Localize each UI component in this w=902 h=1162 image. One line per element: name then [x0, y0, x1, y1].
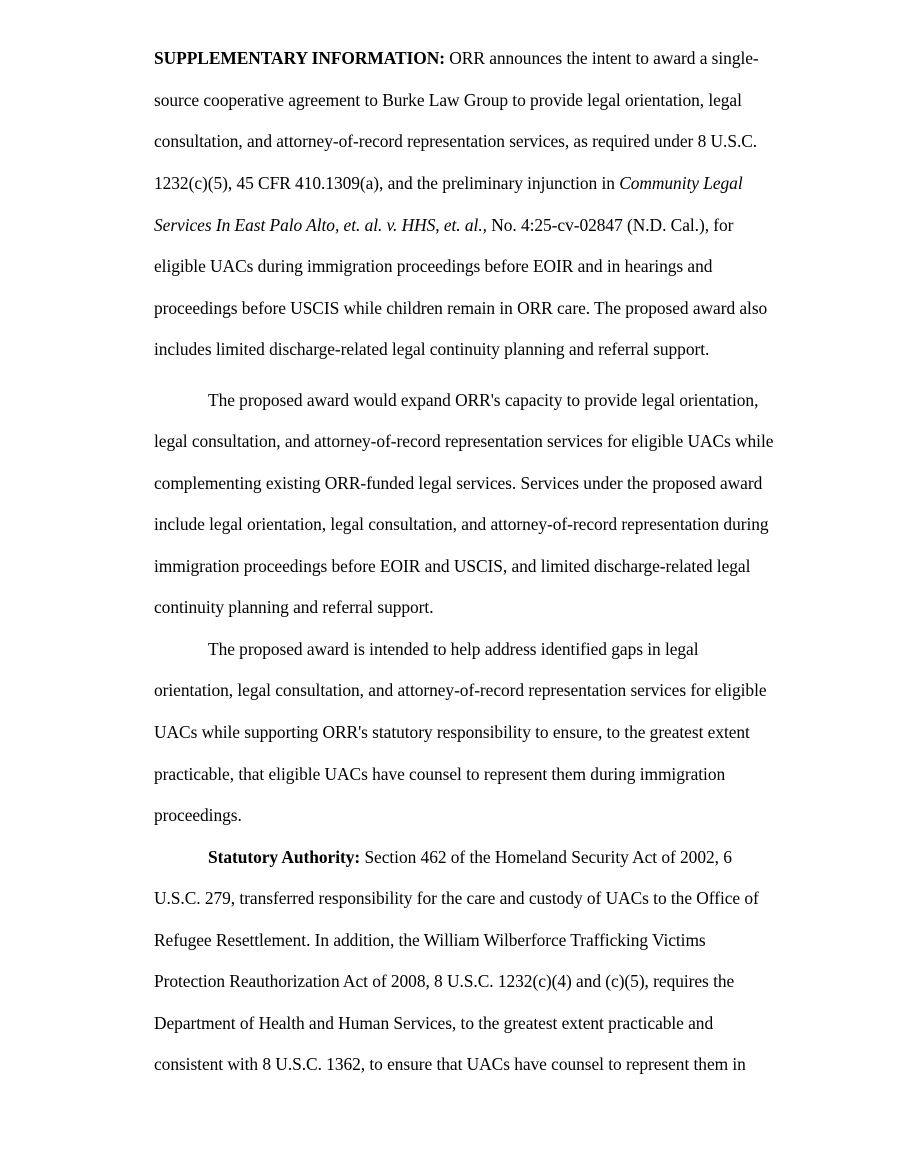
text-span: 1232(c)(5), 45 CFR 410.1309(a), and the preliminary injunction in [154, 173, 620, 193]
text-line: legal consultation, and attorney-of-record representation services for eligible UACs while [154, 431, 774, 451]
text-line [154, 48, 759, 68]
text-line: Department of Health and Human Services, to the greatest extent practicable and [154, 1013, 714, 1033]
text-line: source cooperative agreement to Burke Law Group to provide legal orientation, legal [154, 90, 742, 110]
text-line [154, 173, 743, 193]
case-name-italic: Services In East Palo Alto, et. al. v. HHS, et. al., [154, 215, 487, 235]
text-line: The proposed award is intended to help address identified gaps in legal [208, 639, 699, 659]
text-line: Refugee Resettlement. In addition, the William Wilberforce Trafficking Victims [154, 930, 706, 950]
section-heading-supplementary: SUPPLEMENTARY INFORMATION: [154, 48, 445, 68]
text-line: immigration proceedings before EOIR and USCIS, and limited discharge-related legal [154, 556, 751, 576]
text-line: consistent with 8 U.S.C. 1362, to ensure that UACs have counsel to represent them in [154, 1054, 746, 1074]
text-line: continuity planning and referral support. [154, 597, 434, 617]
section-heading-statutory-authority: Statutory Authority: [208, 847, 361, 867]
text-line [208, 847, 732, 867]
text-line: include legal orientation, legal consultation, and attorney-of-record representation during [154, 514, 769, 534]
text-span: ORR announces the intent to award a single- [445, 48, 759, 68]
text-line: orientation, legal consultation, and attorney-of-record representation services for eligible [154, 680, 767, 700]
text-line: eligible UACs during immigration proceedings before EOIR and in hearings and [154, 256, 713, 276]
text-line: The proposed award would expand ORR's capacity to provide legal orientation, [208, 390, 759, 410]
text-line [154, 215, 733, 235]
text-line: UACs while supporting ORR's statutory responsibility to ensure, to the greatest extent [154, 722, 750, 742]
text-line: consultation, and attorney-of-record representation services, as required under 8 U.S.C. [154, 131, 758, 151]
text-line: proceedings. [154, 805, 242, 825]
text-span: No. 4:25-cv-02847 (N.D. Cal.), for [486, 215, 734, 235]
text-line: includes limited discharge-related legal continuity planning and referral support. [154, 339, 710, 359]
text-span: Section 462 of the Homeland Security Act of 2002, 6 [360, 847, 732, 867]
text-line: complementing existing ORR-funded legal services. Services under the proposed award [154, 473, 763, 493]
text-line: proceedings before USCIS while children remain in ORR care. The proposed award also [154, 298, 768, 318]
text-line: Protection Reauthorization Act of 2008, 8 U.S.C. 1232(c)(4) and (c)(5), requires the [154, 971, 735, 991]
text-line: practicable, that eligible UACs have counsel to represent them during immigration [154, 764, 726, 784]
text-line: U.S.C. 279, transferred responsibility for the care and custody of UACs to the Office of [154, 888, 759, 908]
case-name-italic: Community Legal [619, 173, 743, 193]
